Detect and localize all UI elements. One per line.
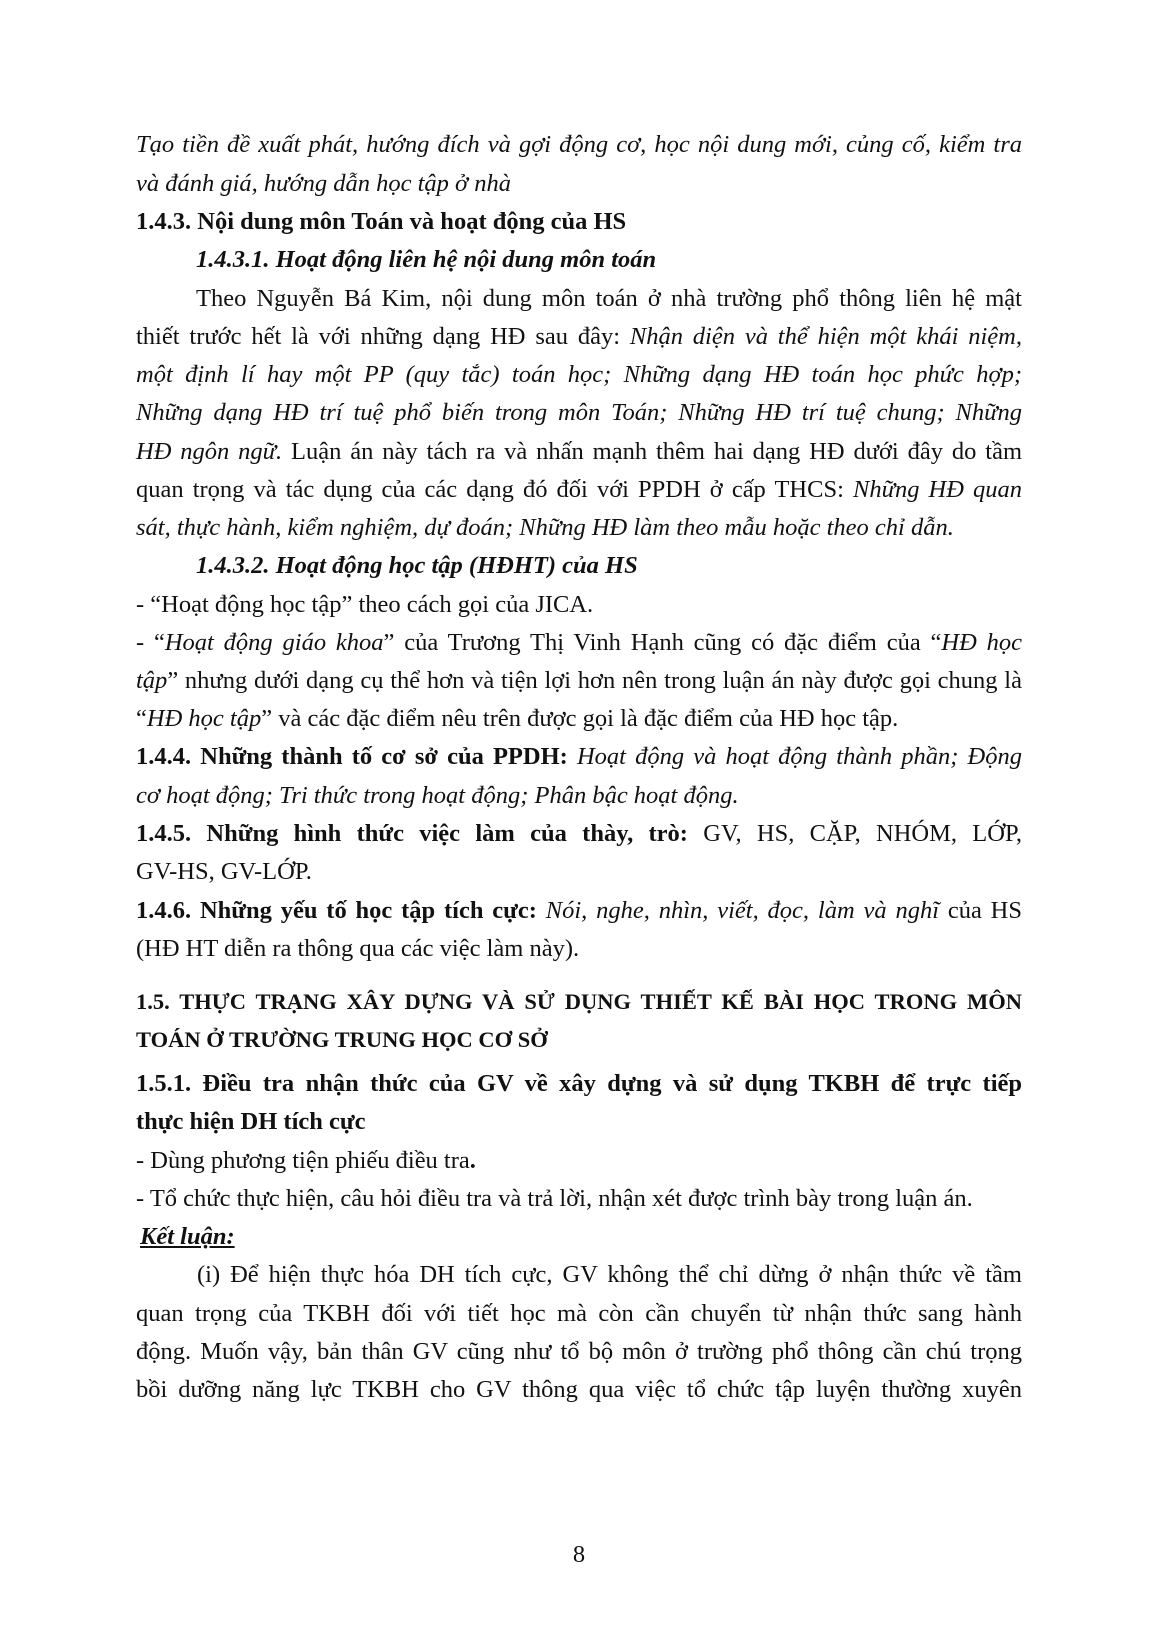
paragraph-line: Những dạng HĐ trí tuệ phổ biến trong môn Toán; Những HĐ trí tuệ chung; Những [136,399,1022,426]
bullet-line: - “Hoạt động học tập” theo cách gọi của JICA. [136,591,594,618]
section-heading-1-5: 1.5. THỰC TRẠNG XÂY DỰNG VÀ SỬ DỤNG THIẾT KẾ BÀI HỌC TRONG MÔN [136,989,1022,1014]
section-heading-1-5-1: 1.5.1. Điều tra nhận thức của GV về xây dựng và sử dụng TKBH để trực tiếp [136,1070,1022,1097]
paragraph-line: sát, thực hành, kiểm nghiệm, dự đoán; Những HĐ làm theo mẫu hoặc theo chỉ dẫn. [136,514,954,541]
section-heading-1-4-5: 1.4.5. Những hình thức việc làm của thày, trò: GV, HS, CẶP, NHÓM, LỚP, [136,820,1022,847]
body-line: cơ hoạt động; Tri thức trong hoạt động; Phân bậc hoạt động. [136,782,739,809]
section-heading-1-4-6: 1.4.6. Những yếu tố học tập tích cực: Nói, nghe, nhìn, viết, đọc, làm và nghĩ của HS [136,897,1022,924]
section-heading-1-4-3: 1.4.3. Nội dung môn Toán và hoạt động của HS [136,208,627,235]
subsection-heading-1-4-3-2: 1.4.3.2. Hoạt động học tập (HĐHT) của HS [196,552,638,579]
bullet-line: - “Hoạt động giáo khoa” của Trương Thị Vinh Hạnh cũng có đặc điểm của “HĐ học [136,629,1022,656]
bullet-line: tập” nhưng dưới dạng cụ thể hơn và tiện lợi hơn nên trong luận án này được gọi chung là [136,667,1022,694]
section-heading-1-4-4: 1.4.4. Những thành tố cơ sở của PPDH: Hoạt động và hoạt động thành phần; Động [136,743,1022,770]
subsection-heading-1-4-3-1: 1.4.3.1. Hoạt động liên hệ nội dung môn toán [196,246,657,273]
page-number: 8 [572,1541,586,1568]
conclusion-line: (i) Để hiện thực hóa DH tích cực, GV không thể chỉ dừng ở nhận thức về tầm [197,1261,1022,1288]
conclusion-heading: Kết luận: [140,1223,235,1250]
conclusion-line: quan trọng của TKBH đối với tiết học mà còn cần chuyển từ nhận thức sang hành [136,1300,1022,1327]
bullet-line: - Dùng phương tiện phiếu điều tra. [136,1147,476,1174]
section-heading-1-5-cont: TOÁN Ở TRƯỜNG TRUNG HỌC CƠ SỞ [136,1027,548,1052]
body-line: GV-HS, GV-LỚP. [136,858,312,885]
bullet-line: “HĐ học tập” và các đặc điểm nêu trên được gọi là đặc điểm của HĐ học tập. [136,705,899,732]
body-line: và đánh giá, hướng dẫn học tập ở nhà [136,170,512,197]
body-line: (HĐ HT diễn ra thông qua các việc làm này). [136,935,580,962]
paragraph-line: thiết trước hết là với những dạng HĐ sau đây: Nhận diện và thể hiện một khái niệm, [136,323,1022,350]
body-line: Tạo tiền đề xuất phát, hướng đích và gợi động cơ, học nội dung mới, củng cố, kiểm tra [136,131,1022,158]
paragraph-line: HĐ ngôn ngữ. Luận án này tách ra và nhấn mạnh thêm hai dạng HĐ dưới đây do tầm [136,438,1022,465]
conclusion-line: động. Muốn vậy, bản thân GV cũng như tổ bộ môn ở trường phổ thông cần chú trọng [136,1338,1022,1365]
bullet-line: - Tổ chức thực hiện, câu hỏi điều tra và trả lời, nhận xét được trình bày trong luận án. [136,1185,973,1212]
paragraph-line: quan trọng và tác dụng của các dạng đó đối với PPDH ở cấp THCS: Những HĐ quan [136,476,1022,503]
conclusion-line: bồi dưỡng năng lực TKBH cho GV thông qua việc tổ chức tập luyện thường xuyên [136,1376,1022,1403]
paragraph-line: Theo Nguyễn Bá Kim, nội dung môn toán ở nhà trường phổ thông liên hệ mật [196,285,1022,312]
section-heading-1-5-1-cont: thực hiện DH tích cực [136,1108,366,1135]
paragraph-line: một định lí hay một PP (quy tắc) toán học; Những dạng HĐ toán học phức hợp; [136,361,1022,388]
